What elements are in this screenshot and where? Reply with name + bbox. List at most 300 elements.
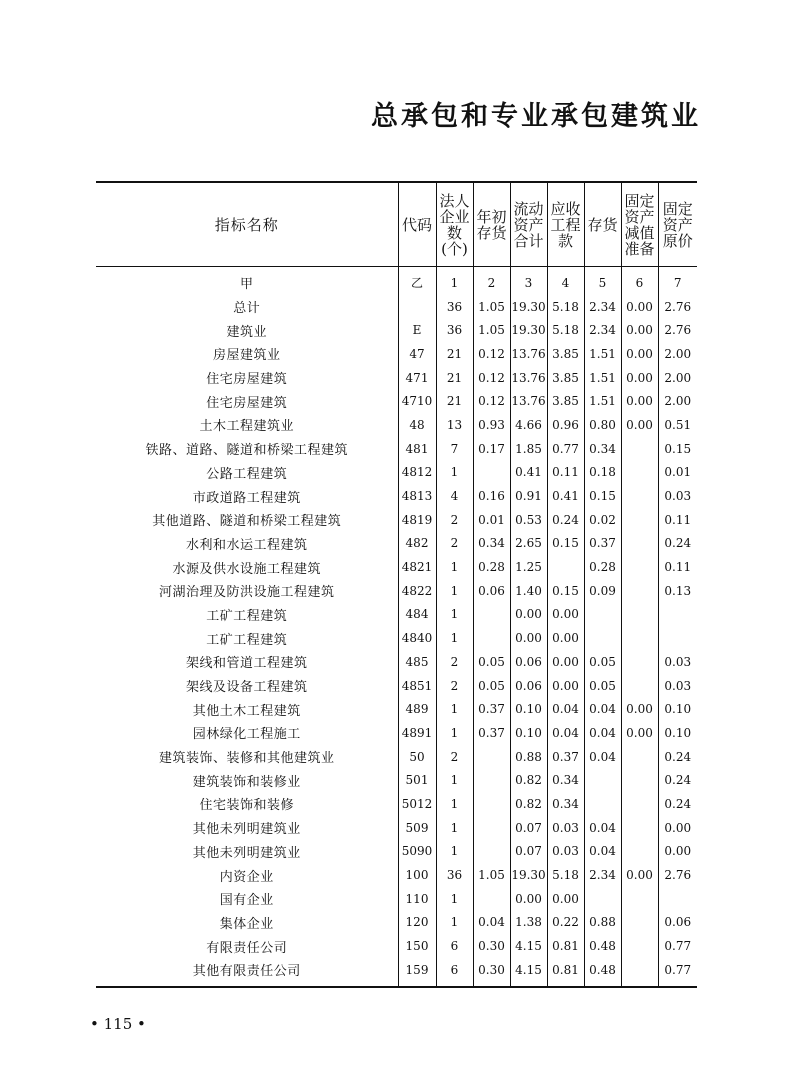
row-code: 47 xyxy=(398,342,436,366)
row-code: 150 xyxy=(398,934,436,958)
header-legal-entities: 法人企业数(个) xyxy=(436,182,473,267)
table-row xyxy=(96,508,697,532)
header-name: 指标名称 xyxy=(96,182,398,267)
opening-inventory-cell: 0.16 xyxy=(473,484,510,508)
impairment-cell xyxy=(621,887,658,911)
table-row xyxy=(96,721,697,745)
row-code: 5090 xyxy=(398,840,436,864)
opening-inventory-cell: 1.05 xyxy=(473,318,510,342)
inventory-cell: 0.28 xyxy=(584,555,621,579)
fixed-assets-original-cell: 0.24 xyxy=(658,745,697,769)
legal-entities-cell: 2 xyxy=(436,674,473,698)
legal-entities-cell: 1 xyxy=(436,697,473,721)
fixed-assets-original-cell xyxy=(658,626,697,650)
opening-inventory-cell xyxy=(473,626,510,650)
opening-inventory-cell xyxy=(473,461,510,485)
table-row xyxy=(96,389,697,413)
fixed-assets-original-cell: 0.10 xyxy=(658,721,697,745)
inventory-cell: 1.51 xyxy=(584,389,621,413)
row-name: 河湖治理及防洪设施工程建筑 xyxy=(158,585,335,601)
legal-entities-cell: 1 xyxy=(436,721,473,745)
impairment-cell xyxy=(621,911,658,935)
current-assets-cell: 0.53 xyxy=(510,508,547,532)
receivables-cell: 0.03 xyxy=(547,840,584,864)
inventory-cell: 0.88 xyxy=(584,911,621,935)
opening-inventory-cell xyxy=(473,768,510,792)
receivables-cell: 0.04 xyxy=(547,697,584,721)
page-title: 总承包和专业承包建筑业 xyxy=(371,101,701,132)
impairment-cell: 0.00 xyxy=(621,721,658,745)
header-impairment: 固定资产减值准备 xyxy=(621,182,658,267)
inventory-cell: 1.51 xyxy=(584,342,621,366)
current-assets-cell: 13.76 xyxy=(510,389,547,413)
inventory-cell: 0.04 xyxy=(584,745,621,769)
current-assets-cell: 19.30 xyxy=(510,295,547,319)
fixed-assets-original-cell: 7 xyxy=(658,267,697,295)
table-row xyxy=(96,887,697,911)
impairment-cell xyxy=(621,603,658,627)
fixed-assets-original-cell: 0.11 xyxy=(658,555,697,579)
inventory-cell: 0.80 xyxy=(584,413,621,437)
row-name: 其他未列明建筑业 xyxy=(192,845,301,861)
fixed-assets-original-cell: 2.00 xyxy=(658,342,697,366)
impairment-cell xyxy=(621,674,658,698)
row-code: 4851 xyxy=(398,674,436,698)
row-name: 工矿工程建筑 xyxy=(206,632,288,648)
impairment-cell: 0.00 xyxy=(621,318,658,342)
row-code: 4840 xyxy=(398,626,436,650)
opening-inventory-cell: 0.12 xyxy=(473,342,510,366)
opening-inventory-cell: 1.05 xyxy=(473,295,510,319)
row-code: 4812 xyxy=(398,461,436,485)
opening-inventory-cell: 0.01 xyxy=(473,508,510,532)
impairment-cell: 0.00 xyxy=(621,342,658,366)
opening-inventory-cell xyxy=(473,816,510,840)
row-code: 484 xyxy=(398,603,436,627)
current-assets-cell: 2.65 xyxy=(510,532,547,556)
current-assets-cell: 1.40 xyxy=(510,579,547,603)
row-name: 其他未列明建筑业 xyxy=(192,822,301,838)
opening-inventory-cell: 0.05 xyxy=(473,650,510,674)
row-code: 4710 xyxy=(398,389,436,413)
receivables-cell: 4 xyxy=(547,267,584,295)
receivables-cell: 0.34 xyxy=(547,768,584,792)
legal-entities-cell: 36 xyxy=(436,295,473,319)
impairment-cell xyxy=(621,816,658,840)
current-assets-cell: 0.10 xyxy=(510,697,547,721)
legal-entities-cell: 1 xyxy=(436,555,473,579)
legal-entities-cell: 1 xyxy=(436,911,473,935)
table-row xyxy=(96,461,697,485)
opening-inventory-cell xyxy=(473,887,510,911)
row-name: 土木工程建筑业 xyxy=(199,419,294,435)
table-row xyxy=(96,555,697,579)
table-row xyxy=(96,650,697,674)
table-row xyxy=(96,437,697,461)
inventory-cell: 0.15 xyxy=(584,484,621,508)
row-name: 集体企业 xyxy=(219,916,274,932)
row-code xyxy=(398,295,436,319)
fixed-assets-original-cell: 0.00 xyxy=(658,816,697,840)
current-assets-cell: 0.00 xyxy=(510,603,547,627)
fixed-assets-original-cell: 0.01 xyxy=(658,461,697,485)
impairment-cell xyxy=(621,650,658,674)
row-code: 481 xyxy=(398,437,436,461)
legal-entities-cell: 1 xyxy=(436,792,473,816)
current-assets-cell: 0.10 xyxy=(510,721,547,745)
current-assets-cell: 0.82 xyxy=(510,792,547,816)
header-opening-inventory: 年初存货 xyxy=(473,182,510,267)
receivables-cell: 0.11 xyxy=(547,461,584,485)
legal-entities-cell: 1 xyxy=(436,816,473,840)
opening-inventory-cell xyxy=(473,603,510,627)
fixed-assets-original-cell: 2.00 xyxy=(658,389,697,413)
receivables-cell: 5.18 xyxy=(547,318,584,342)
inventory-cell: 2.34 xyxy=(584,863,621,887)
row-code: 120 xyxy=(398,911,436,935)
header-current-assets: 流动资产合计 xyxy=(510,182,547,267)
fixed-assets-original-cell: 0.24 xyxy=(658,792,697,816)
table-row xyxy=(96,934,697,958)
opening-inventory-cell: 0.12 xyxy=(473,366,510,390)
receivables-cell: 0.00 xyxy=(547,603,584,627)
receivables-cell: 0.81 xyxy=(547,958,584,987)
table-row xyxy=(96,342,697,366)
row-code: 4891 xyxy=(398,721,436,745)
impairment-cell xyxy=(621,768,658,792)
inventory-cell xyxy=(584,887,621,911)
current-assets-cell: 19.30 xyxy=(510,318,547,342)
table-body xyxy=(96,267,697,987)
fixed-assets-original-cell: 0.03 xyxy=(658,650,697,674)
legal-entities-cell: 1 xyxy=(436,626,473,650)
inventory-cell: 0.05 xyxy=(584,674,621,698)
inventory-cell: 0.04 xyxy=(584,840,621,864)
row-code: 489 xyxy=(398,697,436,721)
row-name: 水源及供水设施工程建筑 xyxy=(172,561,321,577)
fixed-assets-original-cell: 0.77 xyxy=(658,934,697,958)
table-row xyxy=(96,626,697,650)
current-assets-cell: 3 xyxy=(510,267,547,295)
legal-entities-cell: 6 xyxy=(436,958,473,987)
receivables-cell: 0.15 xyxy=(547,532,584,556)
inventory-cell: 2.34 xyxy=(584,318,621,342)
receivables-cell: 3.85 xyxy=(547,389,584,413)
table-row xyxy=(96,267,697,295)
impairment-cell xyxy=(621,958,658,987)
row-code: 485 xyxy=(398,650,436,674)
opening-inventory-cell: 0.06 xyxy=(473,579,510,603)
row-name: 其他土木工程建筑 xyxy=(192,703,301,719)
row-code: 482 xyxy=(398,532,436,556)
opening-inventory-cell: 0.05 xyxy=(473,674,510,698)
current-assets-cell: 4.15 xyxy=(510,934,547,958)
legal-entities-cell: 2 xyxy=(436,532,473,556)
opening-inventory-cell: 1.05 xyxy=(473,863,510,887)
statistics-table xyxy=(96,181,697,988)
current-assets-cell: 13.76 xyxy=(510,366,547,390)
current-assets-cell: 0.00 xyxy=(510,887,547,911)
legal-entities-cell: 36 xyxy=(436,863,473,887)
impairment-cell xyxy=(621,555,658,579)
inventory-cell xyxy=(584,603,621,627)
current-assets-cell: 4.15 xyxy=(510,958,547,987)
fixed-assets-original-cell: 0.77 xyxy=(658,958,697,987)
table-row xyxy=(96,579,697,603)
row-name: 市政道路工程建筑 xyxy=(192,490,301,506)
fixed-assets-original-cell: 2.76 xyxy=(658,295,697,319)
legal-entities-cell: 2 xyxy=(436,745,473,769)
row-name: 有限责任公司 xyxy=(206,940,288,956)
header-inventory: 存货 xyxy=(584,182,621,267)
impairment-cell: 0.00 xyxy=(621,366,658,390)
receivables-cell: 0.34 xyxy=(547,792,584,816)
row-code: 4822 xyxy=(398,579,436,603)
opening-inventory-cell: 0.37 xyxy=(473,721,510,745)
impairment-cell xyxy=(621,532,658,556)
current-assets-cell: 13.76 xyxy=(510,342,547,366)
row-name: 甲 xyxy=(239,277,254,293)
inventory-cell xyxy=(584,792,621,816)
opening-inventory-cell: 0.93 xyxy=(473,413,510,437)
row-code: 110 xyxy=(398,887,436,911)
opening-inventory-cell: 0.17 xyxy=(473,437,510,461)
legal-entities-cell: 2 xyxy=(436,508,473,532)
current-assets-cell: 0.88 xyxy=(510,745,547,769)
impairment-cell xyxy=(621,745,658,769)
fixed-assets-original-cell: 0.10 xyxy=(658,697,697,721)
legal-entities-cell: 1 xyxy=(436,461,473,485)
row-code: E xyxy=(398,318,436,342)
impairment-cell: 6 xyxy=(621,267,658,295)
opening-inventory-cell: 0.28 xyxy=(473,555,510,579)
fixed-assets-original-cell: 0.24 xyxy=(658,532,697,556)
receivables-cell: 3.85 xyxy=(547,342,584,366)
impairment-cell: 0.00 xyxy=(621,389,658,413)
row-code: 4819 xyxy=(398,508,436,532)
table-row xyxy=(96,958,697,987)
impairment-cell xyxy=(621,840,658,864)
receivables-cell: 0.00 xyxy=(547,887,584,911)
inventory-cell: 0.02 xyxy=(584,508,621,532)
page-number: • 115 • xyxy=(90,1015,146,1033)
row-code: 50 xyxy=(398,745,436,769)
row-name: 架线及设备工程建筑 xyxy=(185,680,308,696)
receivables-cell: 0.24 xyxy=(547,508,584,532)
row-name: 建筑装饰、装修和其他建筑业 xyxy=(158,751,335,767)
legal-entities-cell: 21 xyxy=(436,389,473,413)
current-assets-cell: 1.85 xyxy=(510,437,547,461)
impairment-cell: 0.00 xyxy=(621,697,658,721)
current-assets-cell: 0.00 xyxy=(510,626,547,650)
table-row xyxy=(96,413,697,437)
row-code: 5012 xyxy=(398,792,436,816)
fixed-assets-original-cell: 0.03 xyxy=(658,674,697,698)
table-row xyxy=(96,816,697,840)
row-code: 509 xyxy=(398,816,436,840)
header-code: 代码 xyxy=(398,182,436,267)
inventory-cell: 0.04 xyxy=(584,816,621,840)
current-assets-cell: 0.41 xyxy=(510,461,547,485)
receivables-cell: 3.85 xyxy=(547,366,584,390)
row-name: 其他道路、隧道和桥梁工程建筑 xyxy=(152,514,342,530)
inventory-cell: 0.37 xyxy=(584,532,621,556)
inventory-cell xyxy=(584,768,621,792)
inventory-cell: 0.04 xyxy=(584,697,621,721)
opening-inventory-cell: 0.30 xyxy=(473,958,510,987)
row-code: 100 xyxy=(398,863,436,887)
impairment-cell xyxy=(621,626,658,650)
legal-entities-cell: 7 xyxy=(436,437,473,461)
fixed-assets-original-cell: 2.00 xyxy=(658,366,697,390)
inventory-cell: 2.34 xyxy=(584,295,621,319)
receivables-cell: 0.22 xyxy=(547,911,584,935)
legal-entities-cell: 6 xyxy=(436,934,473,958)
inventory-cell: 0.34 xyxy=(584,437,621,461)
legal-entities-cell: 1 xyxy=(436,579,473,603)
row-name: 住宅房屋建筑 xyxy=(206,395,288,411)
fixed-assets-original-cell: 2.76 xyxy=(658,318,697,342)
table-row xyxy=(96,911,697,935)
current-assets-cell: 0.82 xyxy=(510,768,547,792)
fixed-assets-original-cell xyxy=(658,887,697,911)
impairment-cell xyxy=(621,579,658,603)
row-name: 住宅装饰和装修 xyxy=(199,798,294,814)
impairment-cell xyxy=(621,792,658,816)
receivables-cell: 5.18 xyxy=(547,863,584,887)
legal-entities-cell: 21 xyxy=(436,366,473,390)
receivables-cell: 0.37 xyxy=(547,745,584,769)
legal-entities-cell: 1 xyxy=(436,840,473,864)
inventory-cell: 5 xyxy=(584,267,621,295)
current-assets-cell: 0.91 xyxy=(510,484,547,508)
table-row xyxy=(96,318,697,342)
opening-inventory-cell xyxy=(473,745,510,769)
table-row xyxy=(96,674,697,698)
receivables-cell: 0.03 xyxy=(547,816,584,840)
current-assets-cell: 0.07 xyxy=(510,840,547,864)
impairment-cell xyxy=(621,461,658,485)
receivables-cell: 0.41 xyxy=(547,484,584,508)
impairment-cell: 0.00 xyxy=(621,413,658,437)
fixed-assets-original-cell: 0.24 xyxy=(658,768,697,792)
table-row xyxy=(96,840,697,864)
legal-entities-cell: 36 xyxy=(436,318,473,342)
receivables-cell: 0.15 xyxy=(547,579,584,603)
inventory-cell: 0.05 xyxy=(584,650,621,674)
row-name: 国有企业 xyxy=(219,893,274,909)
current-assets-cell: 1.38 xyxy=(510,911,547,935)
inventory-cell: 0.04 xyxy=(584,721,621,745)
impairment-cell xyxy=(621,484,658,508)
legal-entities-cell: 13 xyxy=(436,413,473,437)
row-code: 471 xyxy=(398,366,436,390)
opening-inventory-cell: 0.37 xyxy=(473,697,510,721)
receivables-cell: 0.96 xyxy=(547,413,584,437)
opening-inventory-cell: 0.34 xyxy=(473,532,510,556)
fixed-assets-original-cell: 0.51 xyxy=(658,413,697,437)
receivables-cell xyxy=(547,555,584,579)
row-name: 建筑业 xyxy=(226,324,267,340)
opening-inventory-cell: 2 xyxy=(473,267,510,295)
row-name: 园林绿化工程施工 xyxy=(192,727,301,743)
row-name: 总计 xyxy=(233,301,261,317)
current-assets-cell: 4.66 xyxy=(510,413,547,437)
opening-inventory-cell: 0.30 xyxy=(473,934,510,958)
table-header-row xyxy=(96,182,697,267)
opening-inventory-cell xyxy=(473,792,510,816)
row-code: 4813 xyxy=(398,484,436,508)
row-name: 工矿工程建筑 xyxy=(206,608,288,624)
current-assets-cell: 1.25 xyxy=(510,555,547,579)
row-name: 铁路、道路、隧道和桥梁工程建筑 xyxy=(145,443,348,459)
receivables-cell: 0.00 xyxy=(547,626,584,650)
header-receivables: 应收工程款 xyxy=(547,182,584,267)
legal-entities-cell: 1 xyxy=(436,267,473,295)
legal-entities-cell: 4 xyxy=(436,484,473,508)
receivables-cell: 0.77 xyxy=(547,437,584,461)
table-row xyxy=(96,768,697,792)
legal-entities-cell: 21 xyxy=(436,342,473,366)
row-name: 内资企业 xyxy=(219,869,274,885)
table-row xyxy=(96,484,697,508)
opening-inventory-cell: 0.04 xyxy=(473,911,510,935)
row-code: 乙 xyxy=(398,267,436,295)
inventory-cell xyxy=(584,626,621,650)
table-row xyxy=(96,745,697,769)
impairment-cell xyxy=(621,508,658,532)
impairment-cell xyxy=(621,437,658,461)
legal-entities-cell: 2 xyxy=(436,650,473,674)
fixed-assets-original-cell: 0.00 xyxy=(658,840,697,864)
table-row xyxy=(96,295,697,319)
fixed-assets-original-cell xyxy=(658,603,697,627)
row-code: 159 xyxy=(398,958,436,987)
opening-inventory-cell xyxy=(473,840,510,864)
row-name: 架线和管道工程建筑 xyxy=(185,656,308,672)
table-row xyxy=(96,863,697,887)
table-row xyxy=(96,792,697,816)
row-name: 公路工程建筑 xyxy=(206,466,288,482)
legal-entities-cell: 1 xyxy=(436,887,473,911)
inventory-cell: 0.18 xyxy=(584,461,621,485)
row-name: 其他有限责任公司 xyxy=(192,964,301,980)
fixed-assets-original-cell: 0.03 xyxy=(658,484,697,508)
current-assets-cell: 0.07 xyxy=(510,816,547,840)
inventory-cell: 0.48 xyxy=(584,958,621,987)
header-fixed-assets-original: 固定资产原价 xyxy=(658,182,697,267)
impairment-cell xyxy=(621,934,658,958)
fixed-assets-original-cell: 0.13 xyxy=(658,579,697,603)
receivables-cell: 0.04 xyxy=(547,721,584,745)
table-row xyxy=(96,697,697,721)
fixed-assets-original-cell: 0.06 xyxy=(658,911,697,935)
row-code: 4821 xyxy=(398,555,436,579)
row-name: 房屋建筑业 xyxy=(212,348,281,364)
row-name: 住宅房屋建筑 xyxy=(206,372,288,388)
inventory-cell: 1.51 xyxy=(584,366,621,390)
current-assets-cell: 19.30 xyxy=(510,863,547,887)
current-assets-cell: 0.06 xyxy=(510,650,547,674)
legal-entities-cell: 1 xyxy=(436,768,473,792)
table-row xyxy=(96,603,697,627)
receivables-cell: 0.81 xyxy=(547,934,584,958)
receivables-cell: 0.00 xyxy=(547,674,584,698)
receivables-cell: 5.18 xyxy=(547,295,584,319)
inventory-cell: 0.48 xyxy=(584,934,621,958)
opening-inventory-cell: 0.12 xyxy=(473,389,510,413)
table-row xyxy=(96,532,697,556)
